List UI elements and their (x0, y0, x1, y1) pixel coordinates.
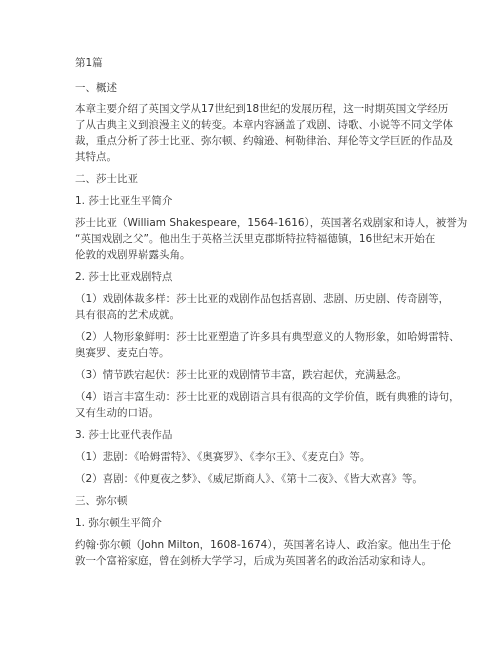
section-heading: 二、莎士比亚 (75, 173, 138, 185)
paragraph-line: 具有很高的艺术成就。 (75, 309, 180, 321)
paragraph-line: 裁，重点分析了莎士比亚、弥尔顿、约翰逊、柯勒律治、拜伦等文学巨匠的作品及 (75, 135, 453, 147)
paragraph-line: （1）戏剧体裁多样：莎士比亚的戏剧作品包括喜剧、悲剧、历史剧、传奇剧等， (75, 293, 450, 305)
section-heading: 一、概述 (75, 82, 117, 94)
paragraph-line: （4）语言丰富生动：莎士比亚的戏剧语言具有很高的文学价值，既有典雅的诗句， (75, 391, 460, 403)
paragraph-line: （2）人物形象鲜明：莎士比亚塑造了许多具有典型意义的人物形象，如哈姆雷特、 (75, 331, 460, 343)
paragraph-line: 奥赛罗、麦克白等。 (75, 347, 170, 359)
paragraph-line: 伦敦的戏剧界崭露头角。 (75, 249, 191, 261)
paragraph-line: 敦一个富裕家庭，曾在剑桥大学学习，后成为英国著名的政治活动家和诗人。 (75, 555, 432, 567)
paragraph-line: 又有生动的口语。 (75, 407, 159, 419)
paragraph-line: 莎士比亚（William Shakespeare，1564-1616），英国著名戏剧家和诗人，被誉为 (75, 217, 468, 229)
section-heading: 三、弥尔顿 (75, 495, 128, 507)
subsection-heading: 1. 弥尔顿生平简介 (75, 517, 162, 529)
paragraph-line: 其特点。 (75, 151, 117, 163)
paragraph-line: 本章主要介绍了英国文学从17世纪到18世纪的发展历程，这一时期英国文学经历 (75, 103, 449, 115)
document-title: 第1篇 (75, 57, 103, 69)
paragraph-line: （2）喜剧：《仲夏夜之梦》、《威尼斯商人》、《第十二夜》、《皆大欢喜》等。 (75, 473, 423, 485)
paragraph-line: 约翰·弥尔顿（John Milton，1608-1674），英国著名诗人、政治家。他出生于伦 (75, 539, 452, 551)
subsection-heading: 3. 莎士比亚代表作品 (75, 429, 173, 441)
paragraph-line: （3）情节跌宕起伏：莎士比亚的戏剧情节丰富，跌宕起伏，充满悬念。 (75, 369, 408, 381)
subsection-heading: 2. 莎士比亚戏剧特点 (75, 271, 173, 283)
paragraph-line: “英国戏剧之父”。他出生于英格兰沃里克郡斯特拉特福德镇，16世纪末开始在 (75, 233, 436, 245)
subsection-heading: 1. 莎士比亚生平简介 (75, 195, 173, 207)
paragraph-line: 了从古典主义到浪漫主义的转变。本章内容涵盖了戏剧、诗歌、小说等不同文学体 (75, 119, 453, 131)
paragraph-line: （1）悲剧：《哈姆雷特》、《奥赛罗》、《李尔王》、《麦克白》等。 (75, 451, 371, 463)
